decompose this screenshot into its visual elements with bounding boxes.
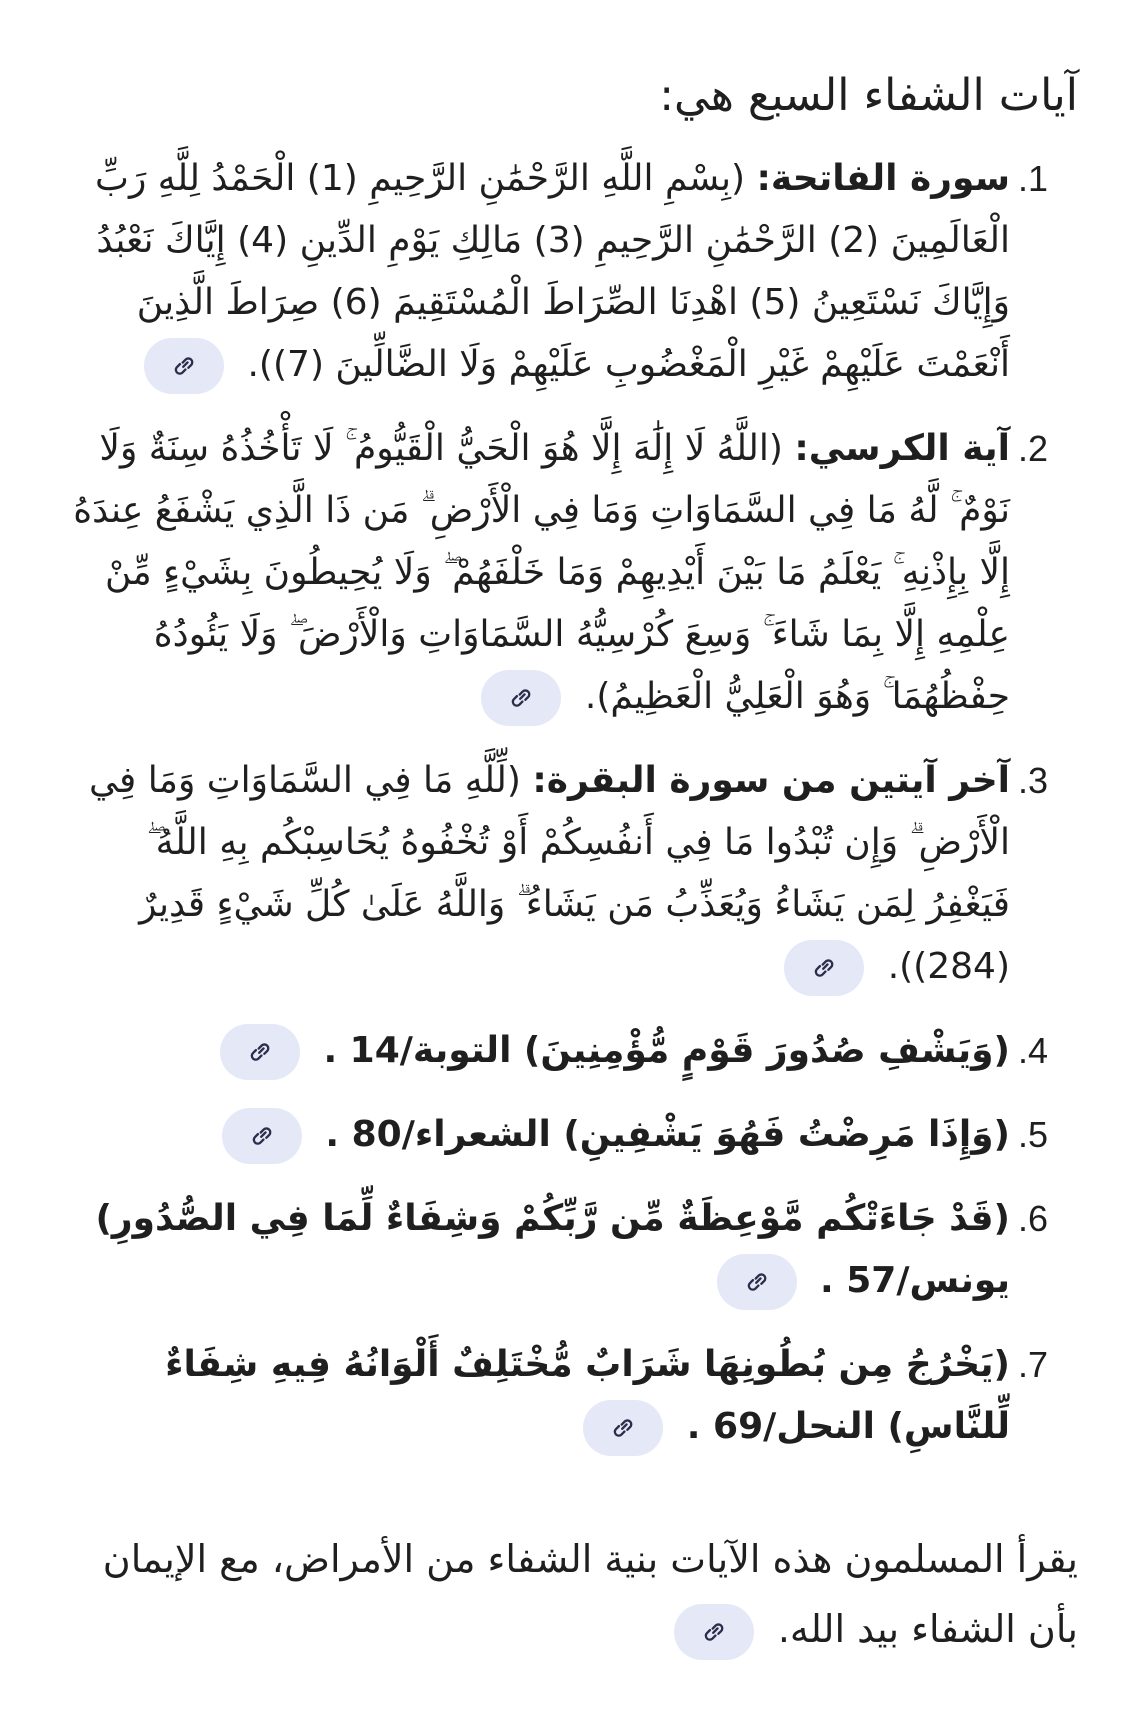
item-title: سورة الفاتحة: bbox=[756, 158, 1010, 199]
link-icon bbox=[246, 1038, 274, 1066]
link-icon bbox=[248, 1122, 276, 1150]
source-link-button[interactable] bbox=[717, 1254, 797, 1310]
link-icon bbox=[170, 352, 198, 380]
verses-list bbox=[56, 148, 1078, 1458]
list-number: .5 bbox=[1018, 1114, 1049, 1155]
source-link-button[interactable] bbox=[784, 940, 864, 996]
section-heading: آيات الشفاء السبع هي: bbox=[659, 70, 1078, 121]
source-link-button[interactable] bbox=[220, 1024, 300, 1080]
link-icon bbox=[507, 684, 535, 712]
summary-paragraph bbox=[56, 1524, 1078, 1664]
item-text: (وَيَشْفِ صُدُورَ قَوْمٍ مُّؤْمِنِينَ) التوبة/14 . bbox=[323, 1030, 1010, 1071]
item-text: (وَإِذَا مَرِضْتُ فَهُوَ يَشْفِينِ) الشعراء/80 . bbox=[325, 1114, 1010, 1155]
list-item bbox=[56, 148, 1078, 396]
source-link-button[interactable] bbox=[583, 1400, 663, 1456]
source-link-button[interactable] bbox=[144, 338, 224, 394]
link-icon bbox=[810, 954, 838, 982]
link-icon bbox=[609, 1414, 637, 1442]
item-text: (لِّلَّهِ مَا فِي السَّمَاوَاتِ وَمَا فِي الْأَرْضِ ۗ وَإِن تُبْدُوا مَا فِي أَنفُسِكُمْ أَوْ تُخْفُوهُ يُحَاسِبْكُم بِهِ اللَّهُ ۖ فَيَغْفِرُ لِمَن يَشَاءُ وَيُعَذِّبُ مَن يَشَاءُ ۗ وَاللَّهُ عَلَىٰ كُلِّ شَيْءٍ قَدِيرٌ (284)). bbox=[89, 760, 1010, 987]
item-title: آية الكرسي: bbox=[794, 428, 1010, 469]
list-number: .1 bbox=[1018, 158, 1049, 199]
link-icon bbox=[700, 1618, 728, 1646]
list-number: .6 bbox=[1018, 1198, 1049, 1239]
list-number: .7 bbox=[1018, 1344, 1049, 1385]
item-text: (قَدْ جَاءَتْكُم مَّوْعِظَةٌ مِّن رَّبِّكُمْ وَشِفَاءٌ لِّمَا فِي الصُّدُورِ) يونس/57 . bbox=[95, 1198, 1010, 1301]
list-item bbox=[56, 1188, 1078, 1312]
summary-text: يقرأ المسلمون هذه الآيات بنية الشفاء من الأمراض، مع الإيمان بأن الشفاء بيد الله. bbox=[102, 1537, 1078, 1651]
list-number: .4 bbox=[1018, 1030, 1049, 1071]
source-link-button[interactable] bbox=[674, 1604, 754, 1660]
list-item bbox=[56, 418, 1078, 728]
list-number: .2 bbox=[1018, 428, 1049, 469]
list-item bbox=[56, 750, 1078, 998]
list-item bbox=[56, 1020, 1078, 1082]
item-text: (بِسْمِ اللَّهِ الرَّحْمَٰنِ الرَّحِيمِ (1) الْحَمْدُ لِلَّهِ رَبِّ الْعَالَمِينَ (2) الرَّحْمَٰنِ الرَّحِيمِ (3) مَالِكِ يَوْمِ الدِّينِ (4) إِيَّاكَ نَعْبُدُ وَإِيَّاكَ نَسْتَعِينُ (5) اهْدِنَا الصِّرَاطَ الْمُسْتَقِيمَ (6) صِرَاطَ الَّذِينَ أَنْعَمْتَ عَلَيْهِمْ غَيْرِ الْمَغْضُوبِ عَلَيْهِمْ وَلَا الضَّالِّينَ (7)). bbox=[95, 158, 1010, 385]
link-icon bbox=[743, 1268, 771, 1296]
source-link-button[interactable] bbox=[222, 1108, 302, 1164]
item-text: (يَخْرُجُ مِن بُطُونِهَا شَرَابٌ مُّخْتَلِفٌ أَلْوَانُهُ فِيهِ شِفَاءٌ لِّلنَّاسِ) النحل/69 . bbox=[165, 1344, 1010, 1447]
list-number: .3 bbox=[1018, 760, 1049, 801]
item-text: (اللَّهُ لَا إِلَٰهَ إِلَّا هُوَ الْحَيُّ الْقَيُّومُ ۚ لَا تَأْخُذُهُ سِنَةٌ وَلَا نَوْمٌ ۚ لَّهُ مَا فِي السَّمَاوَاتِ وَمَا فِي الْأَرْضِ ۗ مَن ذَا الَّذِي يَشْفَعُ عِندَهُ إِلَّا بِإِذْنِهِ ۚ يَعْلَمُ مَا بَيْنَ أَيْدِيهِمْ وَمَا خَلْفَهُمْ ۖ وَلَا يُحِيطُونَ بِشَيْءٍ مِّنْ عِلْمِهِ إِلَّا بِمَا شَاءَ ۚ وَسِعَ كُرْسِيُّهُ السَّمَاوَاتِ وَالْأَرْضَ ۖ وَلَا يَئُودُهُ حِفْظُهُمَا ۚ وَهُوَ الْعَلِيُّ الْعَظِيمُ). bbox=[73, 428, 1010, 717]
source-link-button[interactable] bbox=[481, 670, 561, 726]
list-item bbox=[56, 1334, 1078, 1458]
list-item bbox=[56, 1104, 1078, 1166]
item-title: آخر آيتين من سورة البقرة: bbox=[532, 760, 1010, 801]
